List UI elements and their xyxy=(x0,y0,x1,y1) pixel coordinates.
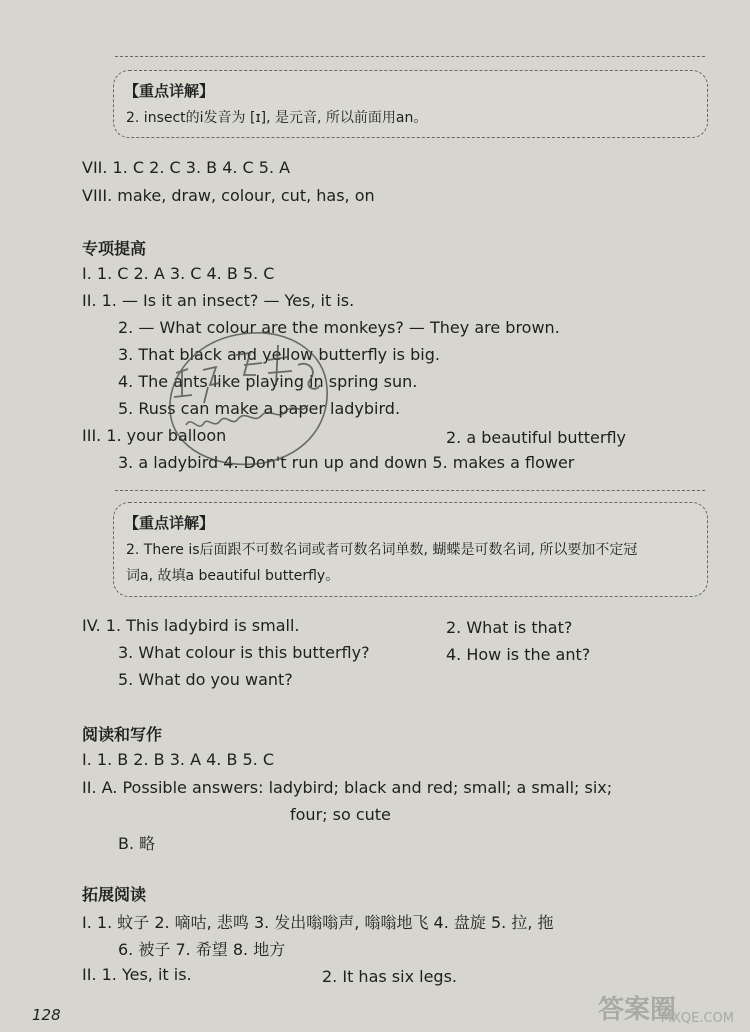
watermark-text: 答案圈 xyxy=(598,995,677,1025)
answer-line: 3. a ladybird 4. Don't run up and down 5. makes a flower xyxy=(118,453,575,472)
divider xyxy=(115,56,705,57)
answer-line: 6. 被子 7. 希望 8. 地方 xyxy=(118,940,286,959)
answer-line: 5. Russ can make a paper ladybird. xyxy=(118,399,401,418)
answer-line: 3. That black and yellow butterfly is big. xyxy=(118,345,440,364)
answer-line: 4. How is the ant? xyxy=(446,645,591,664)
section-title: 专项提高 xyxy=(82,239,147,258)
answer-line: 5. What do you want? xyxy=(118,670,293,689)
handwritten-scribble xyxy=(158,325,338,475)
box-text-line: 2. There is后面跟不可数名词或者可数名词单数, 蝴蝶是可数名词, 所以要加不定冠 xyxy=(126,542,638,558)
answer-line: 2. It has six legs. xyxy=(322,967,457,986)
answer-line: III. 1. your balloon xyxy=(82,426,227,445)
box-title: 【重点详解】 xyxy=(124,514,215,532)
answer-line: I. 1. B 2. B 3. A 4. B 5. C xyxy=(82,750,275,769)
answer-line: VIII. make, draw, colour, cut, has, on xyxy=(82,186,375,205)
box-text xyxy=(126,537,696,589)
key-point-box-2 xyxy=(113,502,708,597)
key-point-box-1 xyxy=(113,70,708,138)
answer-line: I. 1. 蚊子 2. 嘀咕, 悲鸣 3. 发出嗡嗡声, 嗡嗡地飞 4. 盘旋 5. 拉, 拖 xyxy=(82,913,554,932)
answer-line: II. 1. — Is it an insect? — Yes, it is. xyxy=(82,291,355,310)
page-number: 128 xyxy=(32,1006,61,1024)
section-title: 阅读和写作 xyxy=(82,725,163,744)
answer-line: I. 1. C 2. A 3. C 4. B 5. C xyxy=(82,264,275,283)
answer-line: II. 1. Yes, it is. xyxy=(82,965,192,984)
watermark-site: MXQE.COM xyxy=(660,1011,734,1026)
answer-line: VII. 1. C 2. C 3. B 4. C 5. A xyxy=(82,158,291,177)
answer-line: 2. — What colour are the monkeys? — They are brown. xyxy=(118,318,560,337)
answer-line: 2. What is that? xyxy=(446,618,573,637)
answer-line: IV. 1. This ladybird is small. xyxy=(82,616,300,635)
box-title: 【重点详解】 xyxy=(124,82,215,100)
divider xyxy=(115,490,705,491)
answer-line: 4. The ants like playing in spring sun. xyxy=(118,372,418,391)
answer-line: 2. a beautiful butterfly xyxy=(446,428,627,447)
section-title: 拓展阅读 xyxy=(82,885,147,904)
answer-line: II. A. Possible answers: ladybird; black and red; small; a small; six; xyxy=(82,778,613,797)
box-text: 2. insect的i发音为 [ɪ], 是元音, 所以前面用an。 xyxy=(126,110,428,126)
watermark-logo xyxy=(598,966,738,1026)
answer-line: B. 略 xyxy=(118,834,156,853)
box-text-line: 词a, 故填a beautiful butterfly。 xyxy=(126,568,340,584)
answer-line: 3. What colour is this butterfly? xyxy=(118,643,370,662)
answer-line: four; so cute xyxy=(290,805,391,824)
